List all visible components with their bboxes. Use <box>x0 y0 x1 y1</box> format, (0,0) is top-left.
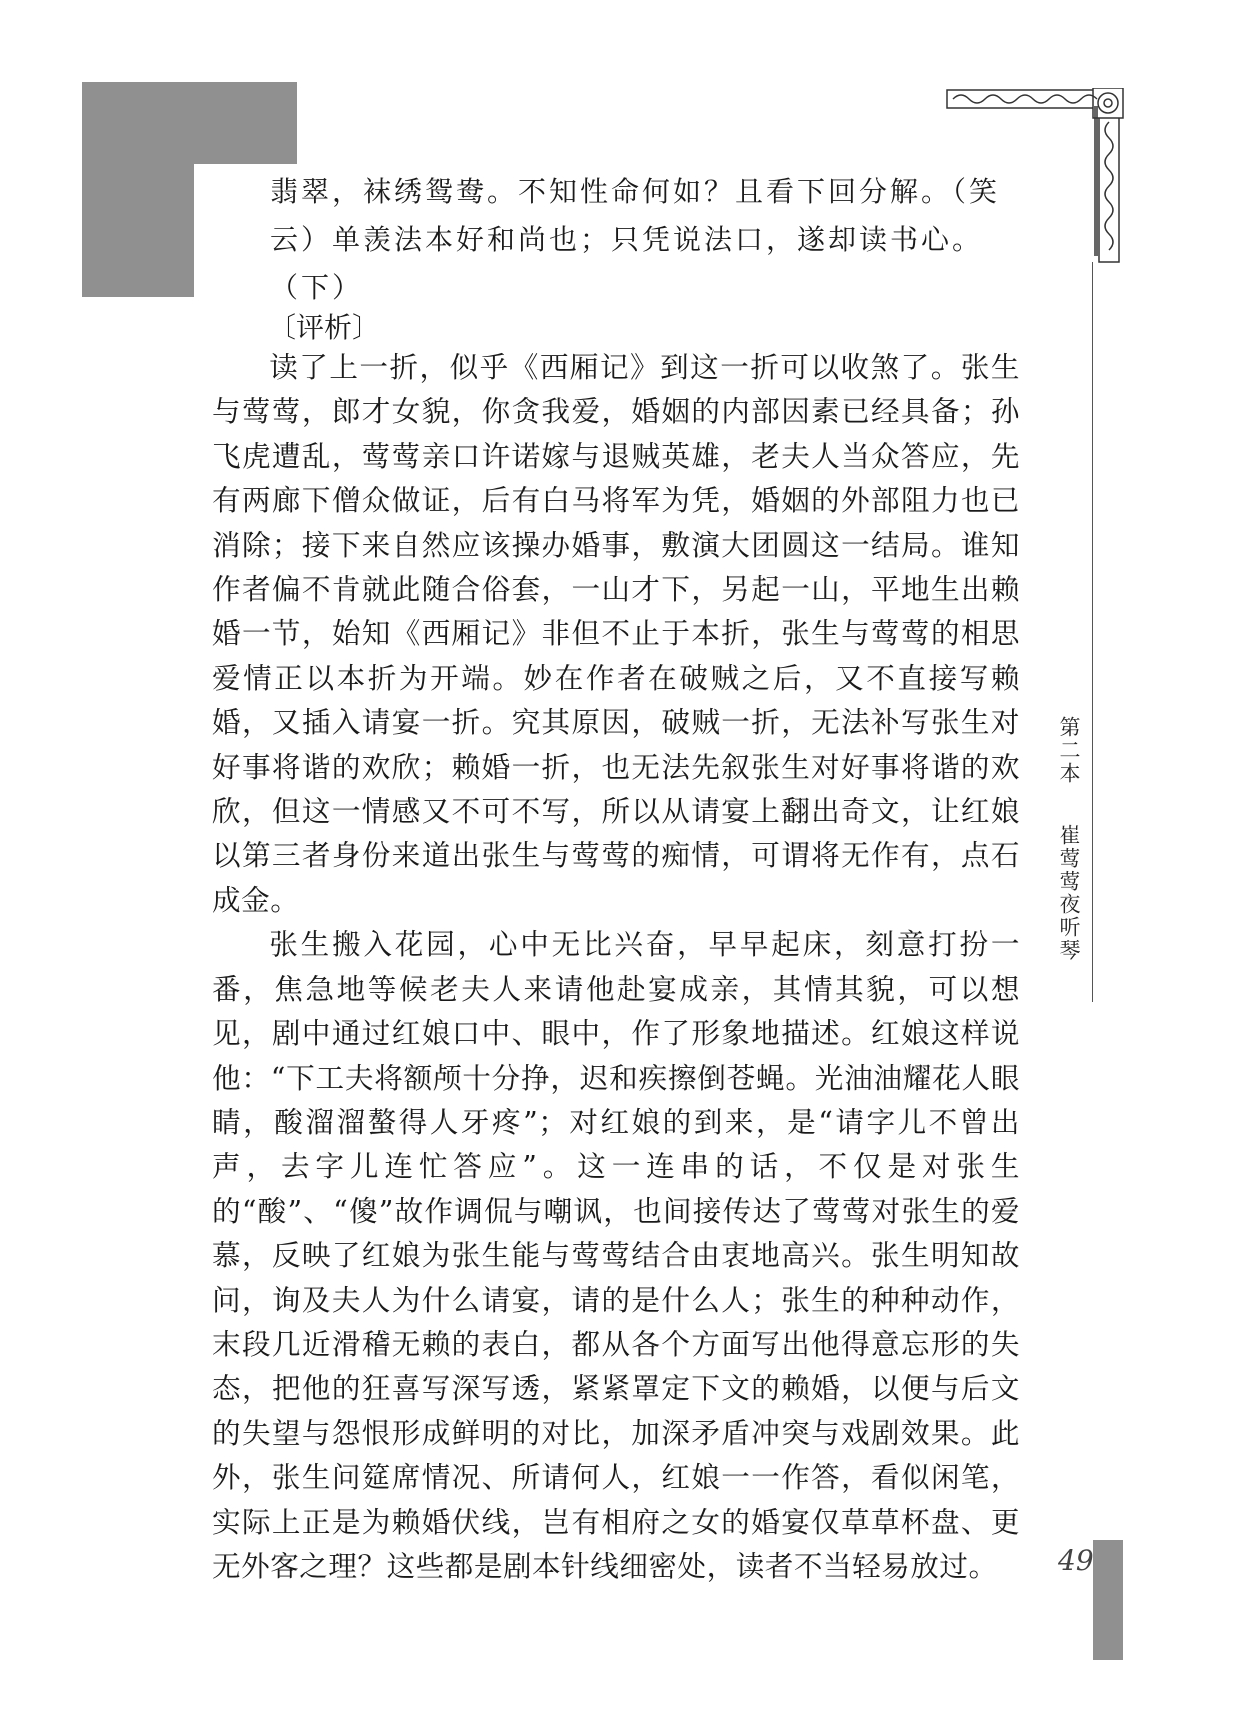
side-chapter-label <box>1058 716 1084 962</box>
paragraph: 读了上一折，似乎《西厢记》到这一折可以收煞了。张生与莺莺，郎才女貌，你贪我爱，婚姻的内部因素已经具备；孙飞虎遭乱，莺莺亲口许诺嫁与退贼英雄，老夫人当众答应，先有两廊下僧众做证，后有白马将军为凭，婚姻的外部阻力也已消除；接下来自然应该操办婚事，敷演大团圆这一结局。谁知作者偏不肯就此随合俗套，一山才下，另起一山，平地生出赖婚一节，始知《西厢记》非但不止于本折，张生与莺莺的相思爱情正以本折为开端。妙在作者在破贼之后，又不直接写赖婚，又插入请宴一折。究其原因，破贼一折，无法补写张生对好事将谐的欢欣；赖婚一折，也无法先叙张生对好事将谐的欢欣，但这一情感又不可不写，所以从请宴上翻出奇文，让红娘以第三者身份来道出张生与莺莺的痴情，可谓将无作有，点石成金。 <box>212 350 1020 917</box>
body-text <box>212 345 1020 1588</box>
side-label-part: 第二本 <box>1057 716 1081 785</box>
paragraph: 张生搬入花园，心中无比兴奋，早早起床，刻意打扮一番，焦急地等候老夫人来请他赴宴成亲，其情其貌，可以想见，剧中通过红娘口中、眼中，作了形象地描述。红娘这样说他：“下工夫将额颅十分挣，迟和疾擦倒苍蝇。光油油耀花人眼睛，酸溜溜螯得人牙疼”；对红娘的到来，是“请字儿不曾出声，去字儿连忙答应”。这一连串的话，不仅是对张生的“酸”、“傻”故作调侃与嘲讽，也间接传达了莺莺对张生的爱慕，反映了红娘为张生能与莺莺结合由衷地高兴。张生明知故问，询及夫人为什么请宴，请的是什么人；张生的种种动作，末段几近滑稽无赖的表白，都从各个方面写出他得意忘形的失态，把他的狂喜写深写透，紧紧罩定下文的赖婚，以便与后文的失望与怨恨形成鲜明的对比，加深矛盾冲突与戏剧效果。此外，张生问筵席情况、所请何人，红娘一一作答，看似闲笔，实际上正是为赖婚伏线，岂有相府之女的婚宴仅草草杯盘、更无外客之理？这些都是剧本针线细密处，读者不当轻易放过。 <box>212 927 1020 1583</box>
side-label-title: 崔莺莺夜听琴 <box>1057 824 1081 963</box>
section-heading: 〔评析〕 <box>268 311 381 344</box>
continuation-text: 翡翠，袜绣鸳鸯。不知性命何如？且看下回分解。（笑云）单羡法本好和尚也；只凭说法口，遂却读书心。（下） <box>270 175 1001 304</box>
gray-corner-block-left <box>82 82 194 297</box>
page-number: 49 <box>1058 1544 1094 1577</box>
gray-page-tab <box>1093 1540 1123 1660</box>
side-rule <box>1092 262 1093 1002</box>
